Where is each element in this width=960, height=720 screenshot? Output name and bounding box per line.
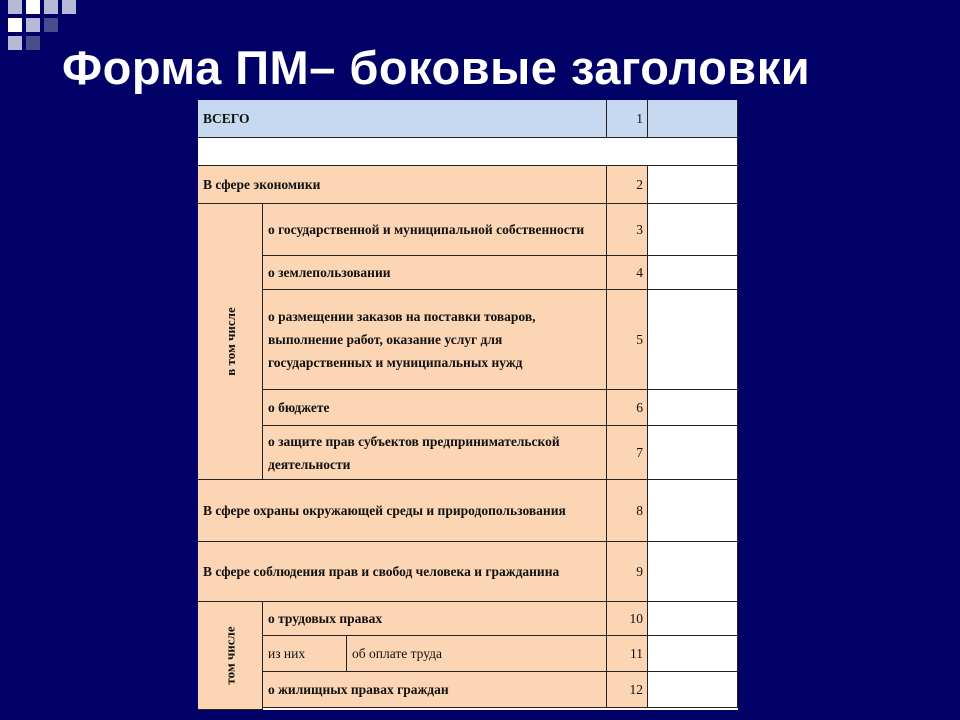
row-label-budget: о бюджете xyxy=(263,390,607,426)
data-cell xyxy=(648,636,738,672)
row-label-wages: об оплате труда xyxy=(347,636,607,672)
row-label-business-rights: о защите прав субъектов предпринимательской деятельности xyxy=(263,426,607,480)
deco-square xyxy=(8,36,22,50)
data-cell xyxy=(648,672,738,708)
row-label-total: ВСЕГО xyxy=(198,100,607,138)
row-label-housing-rights: о жилищных правах граждан xyxy=(263,672,607,708)
deco-square xyxy=(26,36,40,50)
data-cell xyxy=(648,480,738,542)
row-number: 1 xyxy=(607,100,648,138)
deco-square xyxy=(26,18,40,32)
row-label-environment: В сфере охраны окружающей среды и природопользования xyxy=(198,480,607,542)
empty-row xyxy=(198,138,738,166)
slide-title: Форма ПМ– боковые заголовки xyxy=(62,41,811,94)
data-cell xyxy=(648,256,738,290)
row-number: 2 xyxy=(607,166,648,204)
deco-square xyxy=(8,0,22,14)
form-table xyxy=(198,100,738,710)
deco-square xyxy=(8,18,22,32)
row-number: 3 xyxy=(607,204,648,256)
data-cell xyxy=(648,166,738,204)
group-label-text: том числе xyxy=(222,626,238,685)
row-number: 9 xyxy=(607,542,648,602)
data-cell xyxy=(648,542,738,602)
row-number: 12 xyxy=(607,672,648,708)
data-cell xyxy=(648,390,738,426)
row-label-economy: В сфере экономики xyxy=(198,166,607,204)
data-cell xyxy=(648,100,738,138)
row-label-property: о государственной и муниципальной собственности xyxy=(263,204,607,256)
row-label-of-them: из них xyxy=(263,636,347,672)
row-number: 10 xyxy=(607,602,648,636)
group-label-vertical xyxy=(198,602,263,710)
row-label-labor-rights: о трудовых правах xyxy=(263,602,607,636)
data-cell xyxy=(648,290,738,390)
row-label-land-use: о землепользовании xyxy=(263,256,607,290)
deco-square xyxy=(62,0,76,14)
row-label-procurement: о размещении заказов на поставки товаров, выполнение работ, оказание услуг для государственных и муниципальных нужд xyxy=(263,290,607,390)
group-label-text: в том числе xyxy=(222,307,238,376)
row-number: 5 xyxy=(607,290,648,390)
data-cell xyxy=(648,204,738,256)
group-label-vertical xyxy=(198,204,263,480)
data-cell xyxy=(648,426,738,480)
row-number: 11 xyxy=(607,636,648,672)
deco-square xyxy=(44,18,58,32)
deco-square xyxy=(44,0,58,14)
row-label-human-rights: В сфере соблюдения прав и свобод человека и гражданина xyxy=(198,542,607,602)
row-number: 4 xyxy=(607,256,648,290)
data-cell xyxy=(648,602,738,636)
row-number: 7 xyxy=(607,426,648,480)
deco-square xyxy=(26,0,40,14)
row-number: 8 xyxy=(607,480,648,542)
row-number: 6 xyxy=(607,390,648,426)
